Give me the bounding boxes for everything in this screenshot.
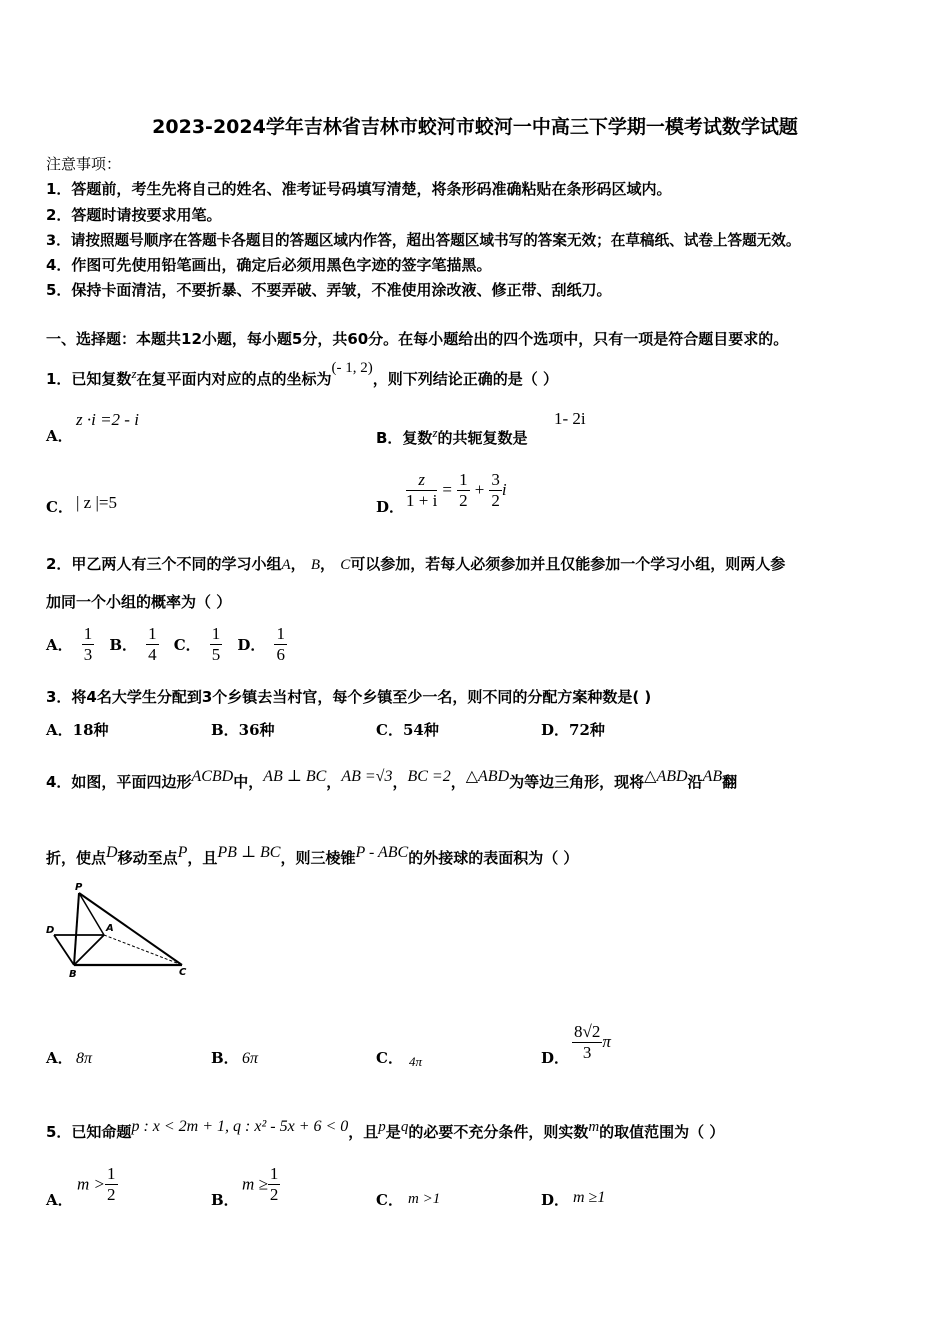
q4-stem-line1 [46, 766, 737, 792]
q4-text: ，且 [187, 849, 218, 867]
q4-text: 翻 [722, 773, 738, 791]
denominator: 6 [276, 645, 285, 664]
fraction [274, 624, 287, 665]
option-label[interactable]: A． [46, 636, 73, 654]
label-a: A [106, 923, 114, 934]
q5-option-b-math [242, 1164, 280, 1205]
q5-text: ，且 [348, 1123, 379, 1141]
numerator: 1 [276, 624, 285, 643]
numerator: 1 [211, 624, 221, 643]
fraction [572, 1022, 602, 1063]
option-label[interactable]: B． [109, 636, 138, 654]
q5-option-c-math: m >1 [408, 1191, 441, 1207]
q2-options [46, 624, 297, 665]
q3-option-b[interactable]: B．36种 [211, 721, 275, 739]
q5-text: 5．已知命题 [46, 1123, 132, 1141]
fraction [146, 624, 159, 665]
notice-heading: 注意事项： [46, 155, 122, 173]
q4-text: 沿 [687, 773, 703, 791]
q4-text: ，则三棱锥 [280, 849, 356, 867]
q5-option-d[interactable]: D． [541, 1191, 570, 1209]
notice-item: 3．请按照题号顺序在答题卡各题目的答题区域内作答，超出答题区域书写的答案无效；在草稿纸、试卷上答题无效。 [46, 232, 801, 249]
q3-option-c[interactable]: C．54种 [376, 721, 439, 739]
page-title: 2023-2024学年吉林省吉林市蛟河市蛟河一中高三下学期一模考试数学试题 [152, 116, 798, 138]
q2-text: 可以参加，若每人必须参加并且仅能参加一个学习小组，则两人参 [350, 555, 786, 573]
fraction [105, 1164, 118, 1205]
label-d: D [46, 925, 55, 936]
notice-item: 1．答题前，考生先将自己的姓名、准考证号码填写清楚，将条形码准确粘贴在条形码区域内。 [46, 180, 672, 198]
q4-math: AB [702, 768, 723, 785]
option-label: C． [46, 498, 73, 516]
fraction [457, 470, 470, 511]
q4-text: 折，使点 [46, 849, 107, 867]
q1-stem [46, 360, 559, 389]
group-b: B [310, 557, 321, 573]
q1-option-d[interactable] [376, 496, 404, 517]
q4-math: P - ABC [355, 844, 409, 861]
q4-figure [44, 880, 194, 980]
q4-math: AB =√3 [341, 768, 393, 785]
fraction [82, 624, 95, 665]
numerator: 1 [107, 1164, 116, 1183]
edge-ba [74, 935, 104, 965]
section-heading: 一、选择题：本题共12小题，每小题5分，共60分。在每小题给出的四个选项中，只有一项是符合题目要求的。 [46, 330, 789, 348]
q1-option-a[interactable] [46, 425, 73, 446]
q5-option-b[interactable]: B． [211, 1191, 239, 1209]
q1-option-b[interactable] [376, 425, 528, 448]
q1-stem-text: 1．已知复数 [46, 370, 132, 388]
q4-option-d-math [572, 1022, 611, 1063]
q4-text: 的外接球的表面积为（ ） [408, 849, 579, 867]
q4-stem-line2 [46, 842, 578, 868]
denominator: 5 [211, 645, 221, 664]
edge-pb [74, 893, 79, 965]
q2-text: 2．甲乙两人有三个不同的学习小组 [46, 555, 282, 573]
q3-stem: 3．将4名大学生分配到3个乡镇去当村官，每个乡镇至少一名，则不同的分配方案种数是( ) [46, 688, 652, 706]
q4-option-c-math: 4π [409, 1054, 423, 1069]
q5-text: 是 [385, 1123, 401, 1141]
q5-stem [46, 1118, 724, 1142]
group-c: C [340, 557, 351, 573]
notice-item: 2．答题时请按要求用笔。 [46, 206, 222, 224]
q1-option-c[interactable] [46, 496, 73, 517]
numerator: 8√2 [574, 1022, 601, 1041]
q4-option-b-math: 6π [242, 1050, 259, 1067]
q4-math: AB ⊥ BC [263, 768, 327, 785]
q5-option-a-math [77, 1164, 118, 1205]
option-label: D． [376, 498, 405, 516]
q1-option-b-math: 1- 2i [554, 409, 586, 428]
q4-text: ， [326, 773, 342, 791]
edge-ac [104, 935, 182, 965]
fraction [406, 470, 437, 511]
q1-stem-text: 在复平面内对应的点的坐标为 [136, 370, 332, 388]
q4-math: BC =2 [407, 768, 451, 785]
denominator: 2 [107, 1185, 116, 1204]
q5-option-d-math: m ≥1 [573, 1189, 606, 1206]
label-c: C [179, 967, 187, 978]
numerator: 3 [491, 470, 500, 489]
plus: + [474, 480, 485, 499]
q5-math: p : x < 2m + 1, q : x² - 5x + 6 < 0 [131, 1118, 349, 1135]
q5-var: q [400, 1119, 409, 1135]
q5-text: 的必要不充分条件，则实数 [408, 1123, 589, 1141]
q1-var: z [131, 366, 137, 381]
q1-option-a-math: z ·i =2 - i [76, 410, 139, 429]
q2-stem-line2: 加同一个小组的概率为（ ） [46, 593, 232, 611]
q4-math: △ABD [644, 768, 688, 785]
label-p: P [75, 882, 83, 893]
equals: = [442, 480, 452, 499]
q4-math: ACBD [191, 768, 234, 785]
q1-option-c-math: | z |=5 [76, 493, 117, 512]
denominator: 3 [582, 1043, 592, 1062]
fraction [489, 470, 502, 511]
q4-math: D [106, 844, 118, 861]
q4-math: PB ⊥ BC [217, 844, 281, 861]
q3-option-d[interactable]: D．72种 [541, 721, 605, 739]
denominator: 2 [459, 491, 468, 510]
q4-text: 中， [233, 773, 264, 791]
q4-text: 移动至点 [117, 849, 178, 867]
denominator: 1 + i [406, 491, 438, 510]
q1-option-d-math [406, 470, 507, 511]
q4-math: △ABD [465, 768, 510, 785]
edge-pa [79, 893, 104, 935]
group-a: A [281, 557, 291, 573]
q5-text: 的取值范围为（ ） [599, 1123, 725, 1141]
q4-option-b[interactable]: B． [211, 1049, 239, 1067]
option-label[interactable]: D． [237, 636, 266, 654]
q4-option-d[interactable]: D． [541, 1049, 570, 1067]
q4-text: ， [450, 773, 466, 791]
notice-item: 4．作图可先使用铅笔画出，确定后必须用黑色字迹的签字笔描黑。 [46, 256, 492, 274]
denominator: 2 [491, 491, 500, 510]
denominator: 2 [269, 1185, 279, 1204]
q4-text: ， [392, 773, 408, 791]
math-text: m > [77, 1174, 105, 1194]
q2-stem-line1: 2．甲乙两人有三个不同的学习小组A， B， C可以参加，若每人必须参加并且仅能参加一个学习小组，则两人参 [46, 555, 786, 573]
q5-var: m [588, 1119, 600, 1135]
option-label: B．复数 [376, 429, 433, 447]
numerator: 1 [148, 624, 157, 643]
q4-option-a-math: 8π [76, 1050, 93, 1067]
q5-option-a[interactable]: A． [46, 1191, 73, 1209]
math-text: m ≥ [242, 1174, 268, 1194]
q4-text: 为等边三角形，现将 [509, 773, 645, 791]
q1-point: (- 1, 2) [331, 360, 373, 376]
option-label[interactable]: C． [173, 636, 201, 654]
imag-unit: i [501, 480, 507, 499]
fraction [268, 1164, 281, 1205]
q3-option-a[interactable]: A．18种 [46, 721, 109, 739]
label-b: B [69, 969, 77, 980]
numerator: z [406, 470, 437, 491]
edge-db [54, 935, 74, 965]
q1-var: z [432, 425, 438, 440]
numerator: 1 [83, 624, 93, 643]
option-text: 的共轭复数是 [437, 429, 528, 447]
option-label: A． [46, 427, 73, 445]
edge-pc [79, 893, 182, 965]
pi: π [602, 1032, 611, 1051]
notice-item: 5．保持卡面清洁，不要折暴、不要弄破、弄皱，不准使用涂改液、修正带、刮纸刀。 [46, 281, 612, 299]
numerator: 1 [459, 470, 468, 489]
q5-var: p [378, 1119, 386, 1135]
denominator: 3 [83, 645, 93, 664]
denominator: 4 [148, 645, 157, 664]
q4-option-a[interactable]: A． [46, 1049, 73, 1067]
q4-math: P [177, 844, 188, 861]
q1-stem-text: ，则下列结论正确的是（ ） [372, 370, 559, 388]
q5-option-c[interactable]: C． [376, 1191, 403, 1209]
q4-text: 4．如图，平面四边形 [46, 773, 192, 791]
q4-option-c[interactable]: C． [376, 1049, 403, 1067]
numerator: 1 [269, 1164, 279, 1183]
fraction [210, 624, 223, 665]
